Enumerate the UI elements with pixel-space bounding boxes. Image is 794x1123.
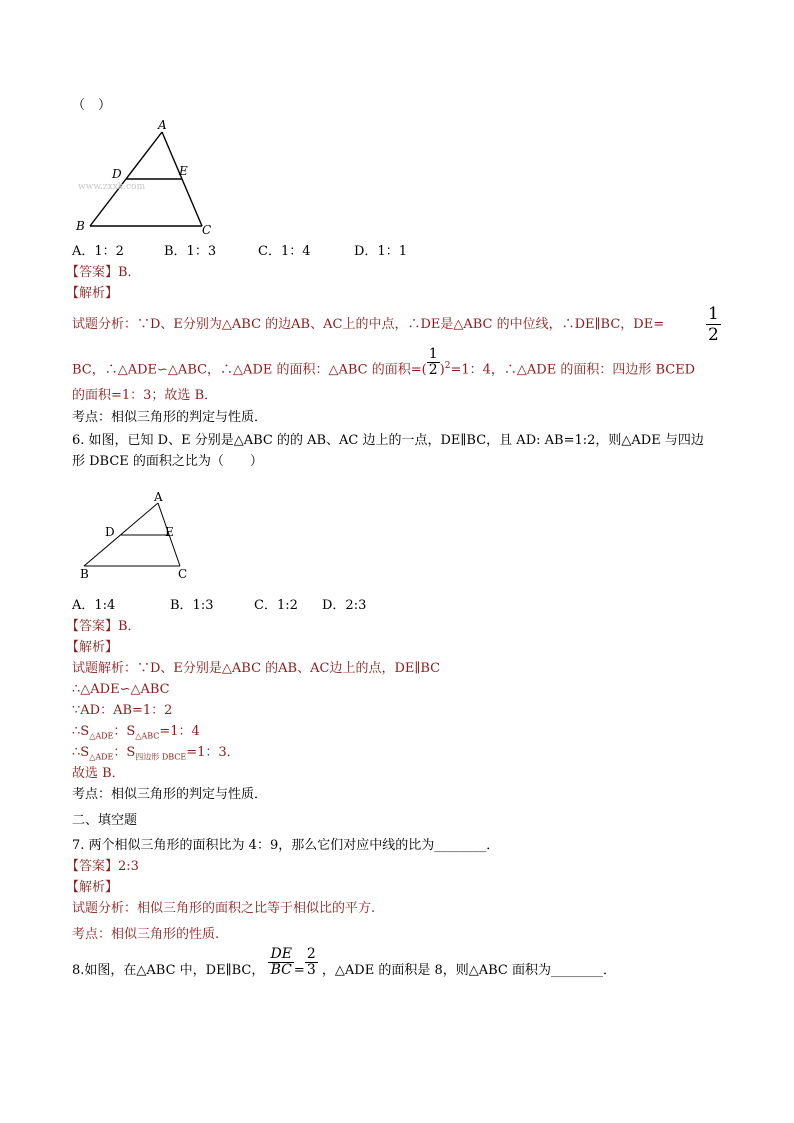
q6-opt-d[interactable]: D．2:3 [322, 598, 367, 613]
q5-opt-a[interactable]: A．1：2 [72, 244, 124, 259]
q5-label-a: A [158, 118, 167, 132]
q5-opt-b[interactable]: B．1：3 [164, 244, 217, 259]
q5-analysis-tag: 【解析】 [66, 286, 119, 301]
q5-analysis-line1: 试题分析：∵D、E分别为△ABC 的边AB、AC上的中点，∴DE是△ABC 的中位线，∴DE∥BC，DE= $\frac{1}{2}$ [72, 304, 719, 345]
q7-question: 7. 两个相似三角形的面积比为 4：9，那么它们对应中线的比为________． [72, 838, 500, 853]
q8-fraction-de-bc: $\frac{DE}{BC}$ [270, 946, 292, 978]
q6-answer: 【答案】B． [66, 619, 141, 634]
q5-label-b: B [76, 219, 85, 233]
q6-label-c: C [178, 567, 188, 581]
q7-analysis-tag: 【解析】 [66, 880, 119, 895]
q5-paren: （ ） [72, 98, 112, 113]
q5-label-e: E [179, 164, 188, 178]
q7-analysis: 试题分析：相似三角形的面积之比等于相似比的平方. [72, 901, 376, 916]
q5-figure [72, 116, 232, 240]
q5-wm: www.zxxk.com [78, 182, 146, 192]
q6-figure [72, 488, 202, 584]
q5-label-c: C [202, 223, 212, 237]
q6-label-a: A [154, 490, 163, 504]
q7-point: 考点：相似三角形的性质. [72, 927, 220, 942]
q5-half-fraction-2: $\frac{1}{2}$ [428, 346, 438, 379]
q8-question: 8.如图，在△ABC 中，DE∥BC， $\frac{DE}{BC}$ = $\frac{2}{3}$ ，△ADE 的面积是 8，则△ABC 面积为________． [72, 946, 616, 978]
q5-analysis-line2: BC，∴△ADE∽△ABC，∴△ADE 的面积：△ABC 的面积=( $\frac{1}{2}$ )$^2$=1：4，∴△ADE 的面积：四边形 BCED [72, 346, 696, 379]
q7-answer: 【答案】2:3 [66, 859, 139, 874]
q6-label-b: B [80, 567, 89, 581]
q5-label-d: D [112, 167, 122, 181]
q5-half-fraction: $\frac{1}{2}$ [708, 304, 719, 345]
q6-opt-b[interactable]: B．1:3 [170, 598, 214, 613]
q6-opt-c[interactable]: C．1:2 [254, 598, 298, 613]
q6-label-e: E [165, 525, 174, 539]
q5-answer: 【答案】B． [66, 265, 141, 280]
q6-step4: $\therefore S_{\triangle ADE}$：$S_{\triangle ABC}=1$：4 [72, 724, 200, 741]
q5-point: 考点：相似三角形的判定与性质． [72, 410, 268, 425]
q6-step5: $\therefore S_{\triangle ADE}$：$S_{四边形 DBCE}=1$：3． [72, 745, 240, 762]
q5-analysis-line3: 的面积=1：3；故选 B． [72, 388, 218, 403]
q8-fraction-2-3: $\frac{2}{3}$ [306, 946, 316, 978]
q6-step1: 试题解析：∵D、E分别是△ABC 的AB、AC边上的点，DE∥BC [72, 661, 441, 676]
q6-opt-a[interactable]: A．1:4 [72, 598, 116, 613]
q6-step2: ∴△ADE∽△ABC [72, 682, 170, 697]
q6-question-line1: 6. 如图，已知 D、E 分别是△ABC 的的 AB、AC 边上的一点，DE∥BC，且 AD: AB=1:2，则△ADE 与四边 [72, 433, 704, 448]
section-fill-blank-title: 二、填空题 [72, 813, 138, 828]
q6-point: 考点：相似三角形的判定与性质． [72, 787, 268, 802]
q6-step3: ∵AD：AB=1：2 [72, 703, 173, 718]
q6-analysis-tag: 【解析】 [66, 640, 119, 655]
q5-opt-c[interactable]: C．1：4 [258, 244, 311, 259]
q6-step6: 故选 B． [72, 766, 125, 781]
q6-label-d: D [105, 525, 115, 539]
q6-question-line2: 形 DBCE 的面积之比为（ ） [72, 454, 263, 469]
q5-opt-d[interactable]: D．1：1 [354, 244, 407, 259]
